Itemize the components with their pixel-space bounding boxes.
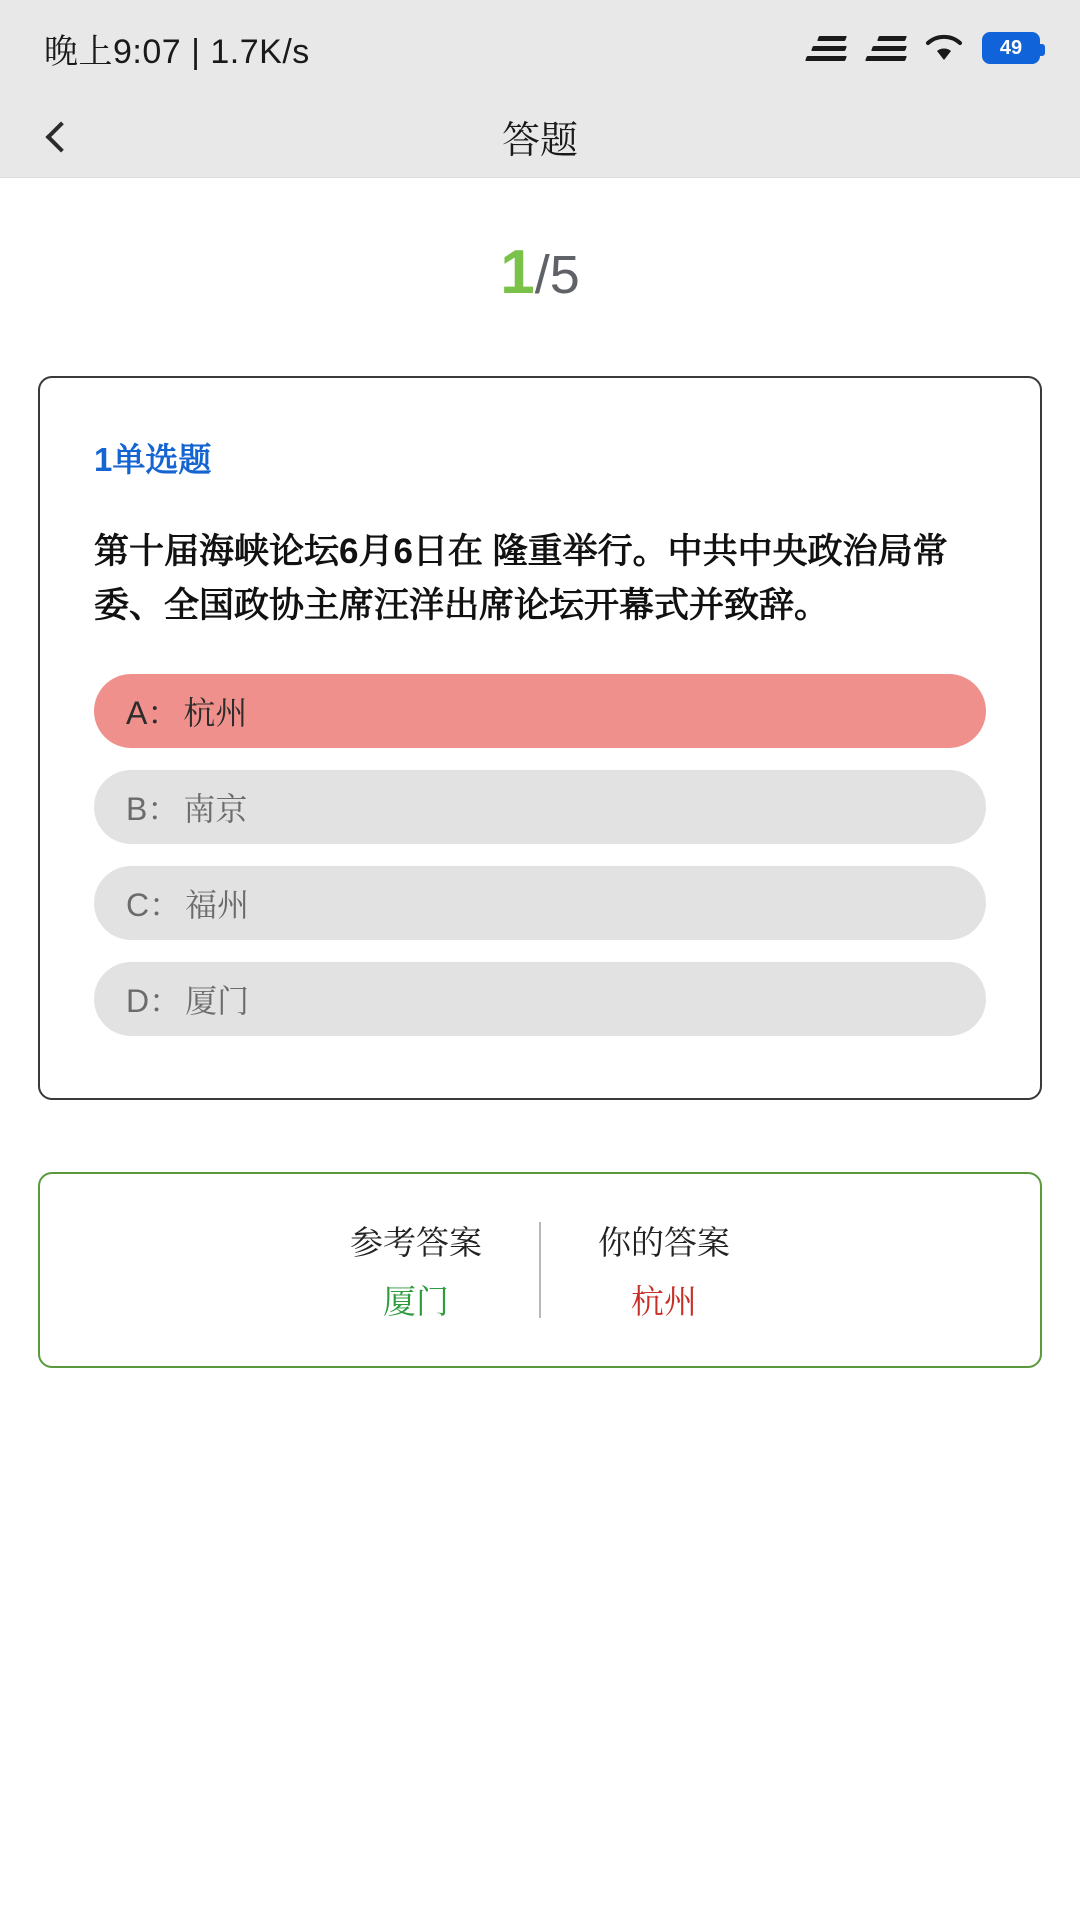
progress-current: 1 (500, 238, 535, 307)
battery-icon (982, 32, 1040, 64)
status-time-and-network: 晚上9:07 | 1.7K/s (44, 32, 310, 71)
question-type-label: 1单选题 (94, 441, 212, 478)
back-button[interactable] (26, 106, 88, 168)
reference-answer-label: 参考答案 (350, 1223, 482, 1261)
status-bar (0, 0, 1080, 96)
option-b[interactable] (94, 770, 986, 844)
battery-level-label: 49 (999, 37, 1023, 59)
option-c[interactable] (94, 866, 986, 940)
option-b-text: 南京 (183, 790, 248, 827)
back-chevron-icon (45, 121, 76, 152)
progress-total: /5 (534, 245, 580, 305)
option-a-text: 杭州 (183, 694, 248, 731)
your-answer-label: 你的答案 (598, 1223, 730, 1261)
option-c-text: 福州 (185, 886, 250, 923)
your-answer-group (549, 1217, 779, 1323)
question-card (38, 376, 1042, 1100)
option-a[interactable] (94, 674, 986, 748)
reference-answer-value: 厦门 (383, 1282, 449, 1320)
signal-bars-icon-2 (864, 32, 906, 64)
question-progress (0, 178, 1080, 316)
title-bar (0, 96, 1080, 178)
answer-summary-box (38, 1172, 1042, 1368)
option-a-letter: A： (126, 694, 180, 731)
status-icons (804, 32, 1040, 64)
your-answer-value: 杭州 (631, 1282, 697, 1320)
page-title: 答题 (501, 120, 578, 162)
signal-bars-icon (804, 32, 846, 64)
answer-divider (539, 1222, 541, 1318)
reference-answer-group (301, 1217, 531, 1323)
option-d-letter: D： (126, 982, 182, 1019)
option-d-text: 厦门 (185, 982, 250, 1019)
wifi-icon (924, 32, 964, 64)
option-d[interactable] (94, 962, 986, 1036)
option-b-letter: B： (126, 790, 180, 827)
question-text: 第十届海峡论坛6月6日在 隆重举行。中共中央政治局常委、全国政协主席汪洋出席论坛开幕式并致辞。 (94, 532, 948, 626)
option-c-letter: C： (126, 886, 182, 923)
